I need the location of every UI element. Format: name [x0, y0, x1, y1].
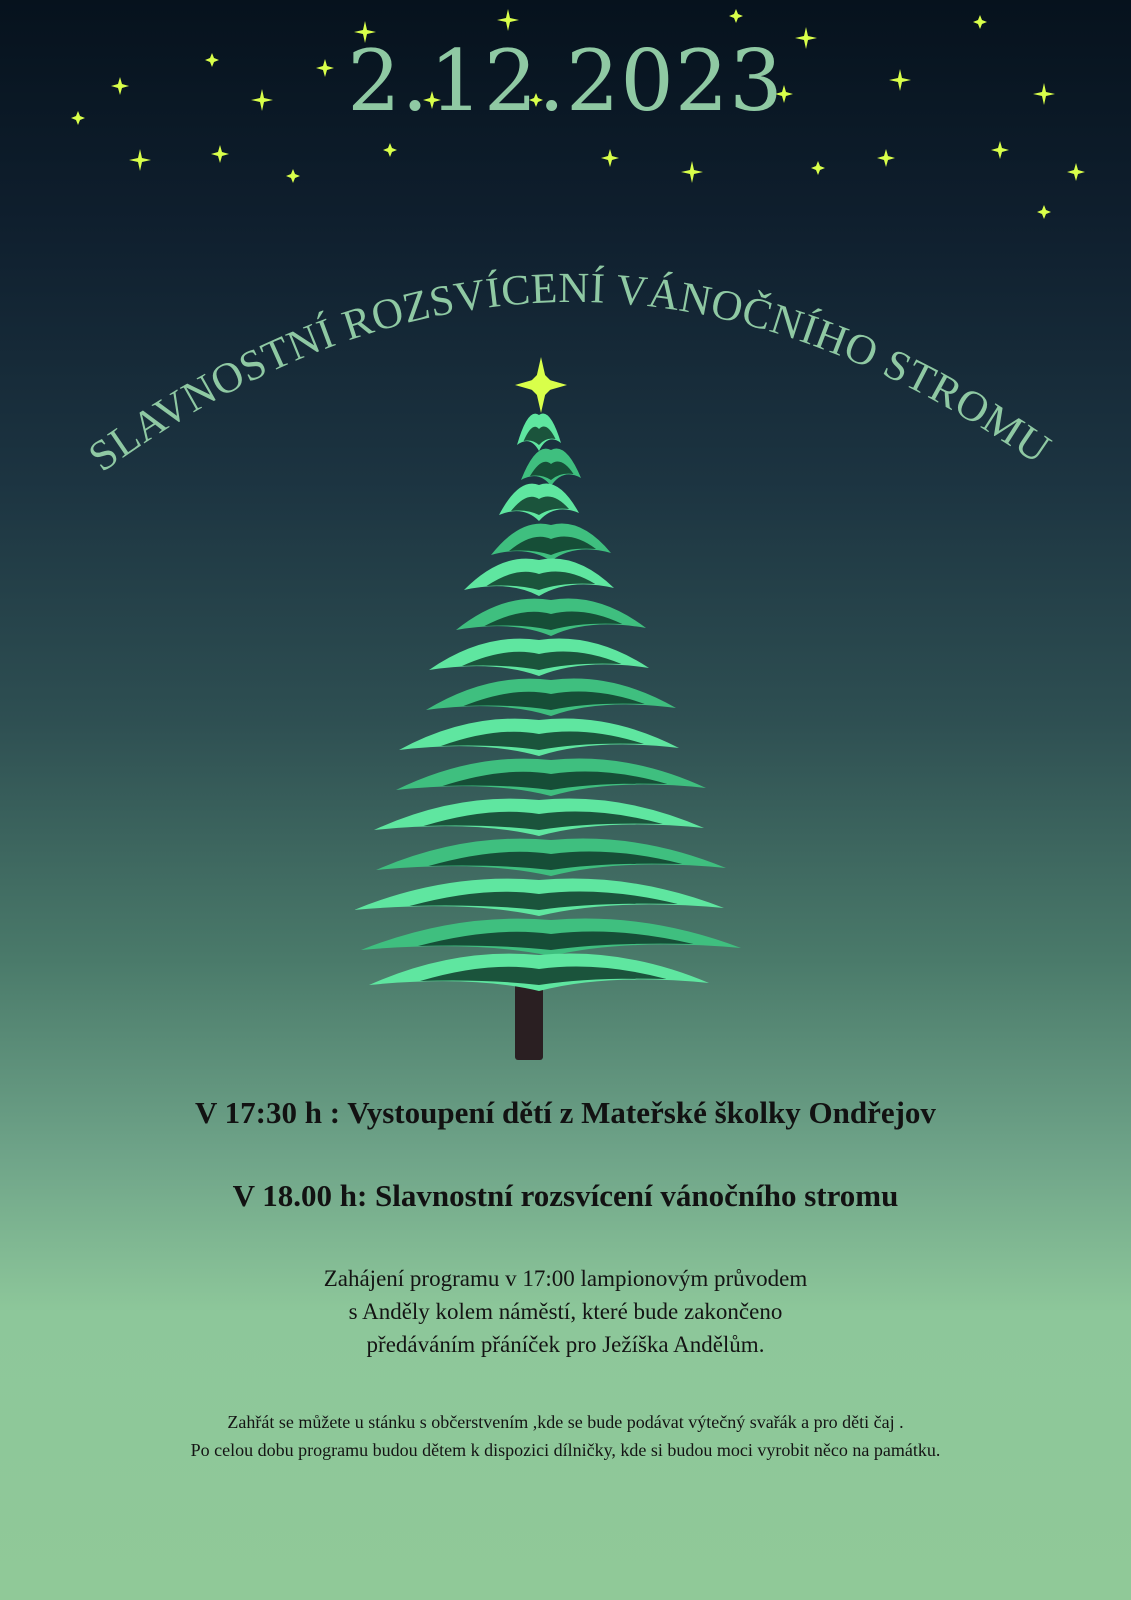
program-item-1: V 17:30 h : Vystoupení dětí z Mateřské školky Ondřejov [195, 1095, 936, 1130]
christmas-tree-icon [355, 355, 755, 1085]
note-line-2: Po celou dobu programu budou dětem k dispozici dílničky, kde si budou moci vyrobit něco na památku. [190, 1440, 941, 1460]
star-icon [1037, 205, 1051, 219]
star-icon [383, 143, 397, 157]
star-icon [286, 169, 300, 183]
star-icon [1067, 163, 1085, 181]
refreshment-note [0, 1408, 1131, 1464]
star-icon [811, 161, 825, 175]
star-icon [973, 15, 987, 29]
star-icon [681, 161, 703, 183]
intro-line-2: s Anděly kolem náměstí, které bude zakončeno [348, 1299, 783, 1324]
program-intro [0, 1262, 1131, 1361]
note-line-1: Zahřát se můžete u stánku s občerstvením ,kde se bude podávat výtečný svařák a pro děti čaj . [227, 1412, 904, 1432]
program-item-2: V 18.00 h: Slavnostní rozsvícení vánočního stromu [232, 1178, 899, 1213]
star-icon [515, 357, 567, 413]
star-icon [991, 141, 1009, 159]
star-icon [729, 9, 743, 23]
star-icon [497, 9, 519, 31]
event-title: SLAVNOSTNÍ ROZSVÍCENÍ VÁNOČNÍHO STROMU [80, 264, 1059, 481]
star-icon [129, 149, 151, 171]
event-date: 2.12.2023 [347, 32, 784, 130]
intro-line-3: předáváním přáníček pro Ježíška Andělům. [366, 1332, 765, 1357]
star-icon [211, 145, 229, 163]
star-icon [877, 149, 895, 167]
intro-line-1: Zahájení programu v 17:00 lampionovým průvodem [323, 1266, 808, 1291]
star-icon [601, 149, 619, 167]
